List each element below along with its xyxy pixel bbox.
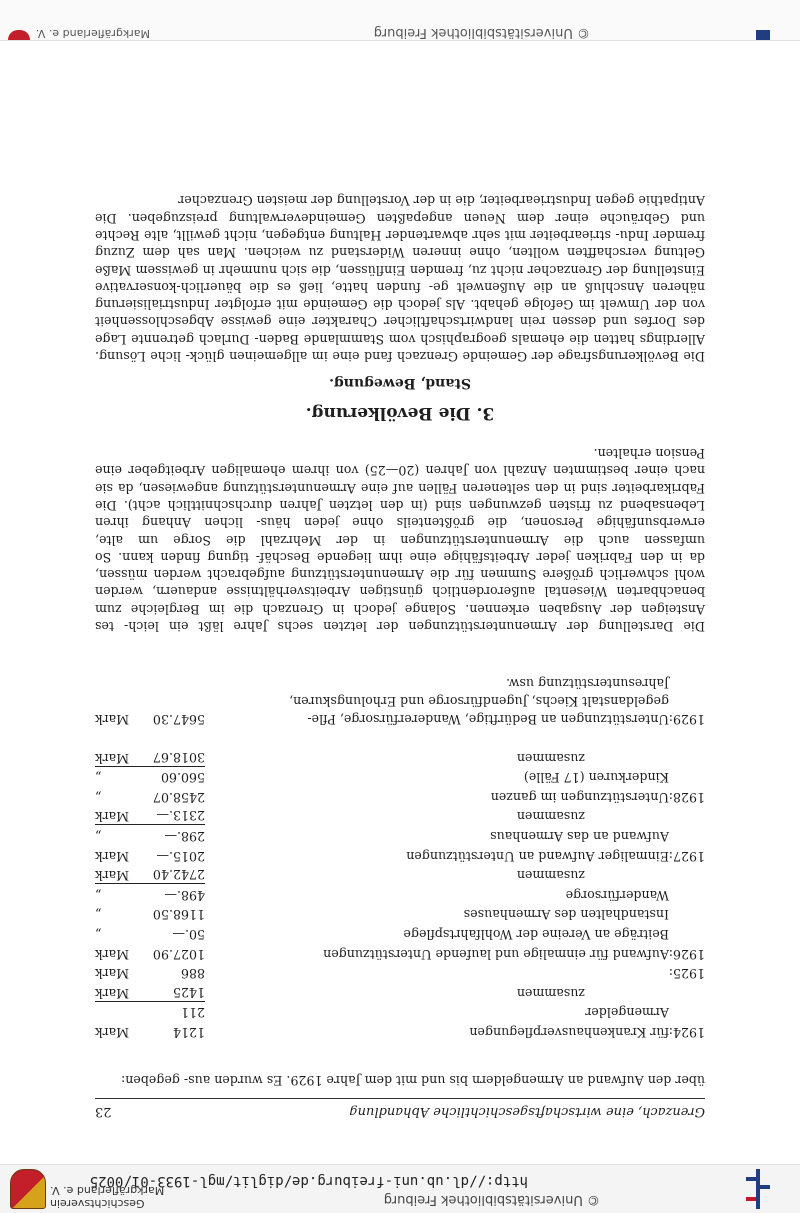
paragraph-population: Die Bevölkerungsfrage der Gemeinde Grenzach fand eine im allgemeinen glück- liche Lösung. Allerdings hatten die ehemals geographisch vom Stammlande Baden- Durlach getrennte Lage des Dorfes und dessen rein landwirtschaftlicher Charakter eine gewisse Abgeschlossenheit von der Umwelt im Gefolge gehabt. Als jedoch die Gemeinde mit erfolgter Industrialisierung näheren Anschluß an die Außenwelt ge- funden hatte, ließ es die bäuerlich-konservative Einstellung der Grenzacher nicht zu, fremden Einflüssen, die sich nunmehr in gewissem Maße Geltung verschafften wollten, ohne inneren Widerstand zu weichen. Man sah dem Zuzug fremder Indu- striearbeiter mit sehr abwartender Haltung entgegen, nicht gewillt, alte Rechte und Gebräuche einer dem Neuen angepaßten Gemeindeverwaltung preiszugeben. Die Antipathie gegen Industriearbeiter, die in der Vorstellung der meisten Grenzacher xyxy=(95,193,705,364)
row-amount: 1168.50 xyxy=(152,907,205,923)
table-row xyxy=(95,787,705,806)
row-1929-description: Unterstützungen an Bedürftige, Wandererfürsorge, Pfle- gegeldanstalt Kiechs, Jugendfürsorge und Erholungskuren, Jahresunterstützung usw. xyxy=(289,676,669,727)
table-row xyxy=(95,904,705,923)
row-year: 1926: xyxy=(668,946,705,962)
bottom-society: Markgräflerland e. V. xyxy=(35,27,150,40)
row-amount: 1425 xyxy=(95,983,205,1002)
row-description: Einmaliger Aufwand an Unterstützungen xyxy=(406,848,669,864)
row-unit: „ xyxy=(95,770,102,786)
table-sum-row xyxy=(95,983,705,1002)
row-year: 1925: xyxy=(668,966,705,982)
row-year: 1927: xyxy=(668,848,705,864)
sum-label: zusammen xyxy=(516,868,585,884)
table-sum-row xyxy=(95,806,705,825)
row-amount: 498.— xyxy=(164,887,205,903)
row-year: 1929: xyxy=(668,712,705,727)
row-amount: 5647.30 xyxy=(152,712,205,727)
row-amount: 298.— xyxy=(164,829,205,844)
row-description: Kinderkuren (17 Fälle) xyxy=(523,770,669,786)
permalink-url[interactable]: http://dl.ub.uni-freiburg.de/diglit/mgl-1933-01/0025 xyxy=(89,1173,528,1189)
intro-paragraph: über den Aufwand an Armengeldern bis und mit dem Jahre 1929. Es wurden aus- gegeben: xyxy=(120,1073,705,1088)
row-description: Wanderfürsorge xyxy=(565,887,669,903)
row-unit: Mark xyxy=(95,712,130,727)
bottom-copyright: © Universitätsbibliothek Freiburg xyxy=(373,25,590,40)
row-description: Aufwand an das Armenhaus xyxy=(490,829,669,844)
row-unit: „ xyxy=(95,887,102,903)
row-amount: 2458.07 xyxy=(152,789,205,805)
sum-label: zusammen xyxy=(516,809,585,825)
table-row xyxy=(95,963,705,982)
row-amount: 50.— xyxy=(172,927,205,942)
viewer-footer-bar xyxy=(0,0,800,41)
row-unit: Mark xyxy=(95,868,130,884)
row-amount: 2742.40 xyxy=(95,865,205,884)
sum-label: zusammen xyxy=(516,985,585,1001)
page-number: 23 xyxy=(95,1104,112,1119)
table-sum-row xyxy=(95,748,705,767)
row-unit: Mark xyxy=(95,966,130,982)
paragraph-poor-relief: Die Darstellung der Armenunterstützungen der letzten sechs Jahre läßt ein leich- tes Ansteigen der Ausgaben erkennen. Solange jedoch in Grenzach die im Bergleiche zum benachbarten Wiesental außerordentlich günstigen Arbeitsverhältnisse andauern, werden wohl schwerlich größere Summen für die Armenunterstützung aufgebracht werden müssen, da in den Fabriken jeder Arbeitsfähige eine ihm liegende Beschäf- tigung finden kann. So umfassen auch die Armenunterstützungen in der Mehrzahl die Sorge um alte, erwerbsunfähige Personen, die größtenteils ohne jeden häus- lichen Anhang ihren Lebensabend zu fristen gezwungen sind (in den letzten Jahren durchschnittlich acht). Die Fabrikarbeiter sind in den selteneren Fällen auf eine Armenunterstützung angewiesen, da sie nach einer bestimmten Anzahl von Jahren (20—25) von ihrem ehemaligen Arbeitgeber eine Pension erhalten. xyxy=(95,446,705,634)
row-amount: 211 xyxy=(180,1005,205,1021)
row-amount: 1214 xyxy=(172,1025,205,1040)
row-amount: 2015.— xyxy=(156,848,205,864)
table-row xyxy=(95,1022,705,1041)
table-row xyxy=(95,924,705,943)
row-description: Armengelder xyxy=(585,1005,669,1021)
table-row xyxy=(95,944,705,963)
section-subheading: Stand, Bewegung. xyxy=(329,375,471,391)
table-row xyxy=(95,767,705,786)
row-unit: „ xyxy=(95,927,102,942)
table-row xyxy=(95,826,705,845)
row-unit: Mark xyxy=(95,1025,130,1040)
sum-label: zusammen xyxy=(516,750,585,766)
row-description: für Krankenhausverpflegungen xyxy=(469,1025,669,1040)
viewer-header-bar xyxy=(0,1164,800,1213)
row-unit: Mark xyxy=(95,985,130,1001)
row-amount: 2313.— xyxy=(95,806,205,825)
running-head xyxy=(95,1098,705,1121)
table-row xyxy=(95,846,705,865)
row-unit: Mark xyxy=(95,809,130,825)
row-unit: „ xyxy=(95,789,102,805)
copyright-notice: © Universitätsbibliothek Freiburg xyxy=(383,1192,600,1207)
row-description: Beiträge an Vereine der Wohlfahrtspflege xyxy=(403,927,669,942)
row-amount: 886 xyxy=(180,966,205,982)
table-row xyxy=(95,885,705,904)
row-unit: „ xyxy=(95,907,102,923)
row-description: Aufwand für einmalige und laufende Unterstützungen xyxy=(323,946,669,962)
table-sum-row xyxy=(95,865,705,884)
row-year: 1924: xyxy=(668,1025,705,1040)
society-crest-icon[interactable] xyxy=(10,1169,46,1209)
ub-logo-icon xyxy=(756,30,770,40)
row-unit: Mark xyxy=(95,750,130,766)
row-amount: 1027.90 xyxy=(152,946,205,962)
row-description: Unterstützungen im ganzen xyxy=(490,789,669,805)
row-unit: Mark xyxy=(95,848,130,864)
society-name: Geschichtsverein Markgräflerland e. V. xyxy=(50,1184,165,1210)
ub-freiburg-logo-icon[interactable] xyxy=(746,1169,770,1209)
section-heading: 3. Die Bevölkerung. xyxy=(305,403,495,423)
row-amount: 3018.67 xyxy=(95,748,205,767)
row-unit: „ xyxy=(95,829,102,844)
row-unit: Mark xyxy=(95,946,130,962)
row-description: Instandhalten des Armenhauses xyxy=(463,907,669,923)
table-row xyxy=(95,1002,705,1021)
row-year: 1928: xyxy=(668,789,705,805)
running-head-title: Grenzach, eine wirtschaftsgeschichtliche Abhandlung xyxy=(349,1104,705,1119)
crest-icon xyxy=(8,30,30,40)
row-amount: 560.60 xyxy=(160,770,205,786)
